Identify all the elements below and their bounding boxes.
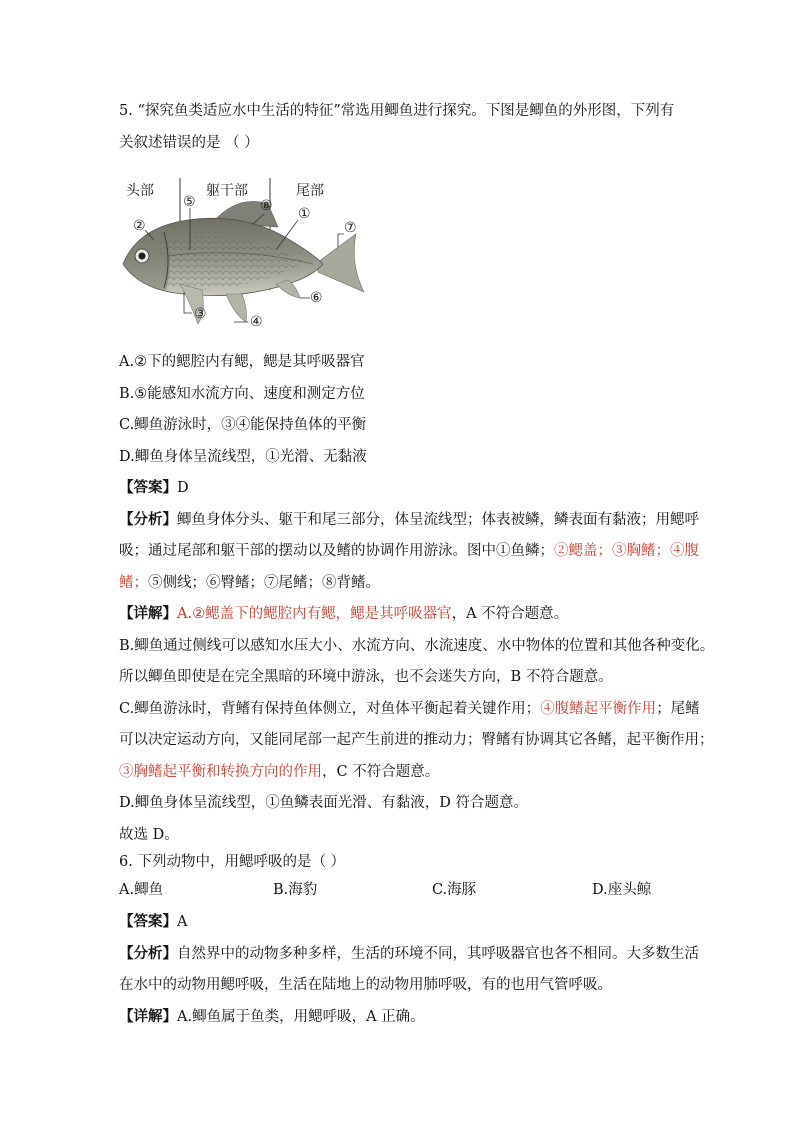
q5-analysis-text3-red: 鳍； (119, 575, 148, 591)
q6-detail-a (119, 1007, 425, 1027)
q6-answer (119, 912, 187, 932)
q5-answer-tag: 【答案】 (119, 479, 177, 496)
q5-analysis-text3: ⑤侧线；⑥臀鳍；⑦尾鳍；⑧背鳍。 (148, 575, 380, 591)
q5-detail-a-suffix: ，A 不符合题意。 (451, 606, 569, 622)
q5-detail-b1: B.鲫鱼通过侧线可以感知水压大小、水流方向、水流速度、水中物体的位置和其他各种变化。 (119, 638, 715, 654)
q5-analysis-text2: 吸；通过尾部和躯干部的摆动以及鳍的协调作用游泳。图中①鱼鳞； (119, 543, 554, 559)
q5-answer-value: D (177, 480, 189, 496)
q6-option-c: C.海豚 (432, 882, 477, 898)
q5-analysis-text2-red: ②鳃盖；③胸鳍；④腹 (554, 543, 699, 559)
q5-option-b: B.⑤能感知水流方向、速度和测定方位 (119, 386, 365, 402)
marker-3: ③ (194, 306, 207, 322)
marker-4: ④ (250, 314, 263, 330)
q6-analysis-line2: 在水中的动物用鳃呼吸，生活在陆地上的动物用肺呼吸，有的也用气管呼吸。 (119, 977, 612, 993)
fish-diagram (118, 172, 368, 337)
q5-option-a: A.②下的鳃腔内有鳃，鳃是其呼吸器官 (119, 354, 365, 370)
q5-analysis-text1: 鲫鱼身体分头、躯干和尾三部分，体呈流线型；体表被鳞，鳞表面有黏液；用鳃呼 (177, 512, 699, 528)
q5-detail-c1-b: ；尾鳍 (656, 701, 700, 717)
q5-answer (119, 478, 189, 498)
q5-analysis-line1 (119, 510, 699, 530)
q5-option-d: D.鲫鱼身体呈流线型，①光滑、无黏液 (119, 449, 367, 465)
q6-detail-tag: 【详解】 (119, 1008, 177, 1025)
q5-detail-b2: 所以鲫鱼即使是在完全黑暗的环境中游泳，也不会迷失方向，B 不符合题意。 (119, 669, 613, 685)
marker-6: ⑥ (310, 290, 323, 306)
q6-stem: 6. 下列动物中，用鳃呼吸的是（ ） (119, 854, 346, 870)
q5-option-c: C.鲫鱼游泳时，③④能保持鱼体的平衡 (119, 417, 367, 433)
q6-analysis-tag: 【分析】 (119, 945, 177, 962)
label-head: 头部 (126, 183, 154, 199)
q6-option-a: A.鲫鱼 (119, 882, 164, 898)
q5-analysis-line2 (119, 541, 699, 561)
q5-detail-tag: 【详解】 (119, 605, 177, 622)
q5-detail-a-prefix: A. (177, 606, 193, 622)
marker-2: ② (133, 218, 146, 234)
q6-option-b: B.海豹 (273, 882, 318, 898)
q5-detail-c1-a: C.鲫鱼游泳时，背鳍有保持鱼体侧立，对鱼体平衡起着关键作用； (119, 701, 541, 717)
q6-answer-value: A (177, 914, 188, 930)
q5-analysis-tag: 【分析】 (119, 511, 177, 528)
label-trunk: 躯干部 (206, 183, 248, 199)
q5-detail-a (119, 604, 568, 624)
q5-detail-c3 (119, 762, 439, 782)
q5-detail-c3-text: ，C 不符合题意。 (322, 764, 440, 780)
q5-detail-c1-red: ④腹鳍起平衡作用 (540, 701, 657, 717)
label-tail: 尾部 (296, 183, 324, 199)
q6-option-d: D.座头鲸 (592, 882, 652, 898)
q5-stem-line1: 5. “探究鱼类适应水中生活的特征”常选用鲫鱼进行探究。下图是鲫鱼的外形图，下列有 (119, 103, 675, 119)
q6-analysis-line1 (119, 944, 699, 964)
q6-answer-tag: 【答案】 (119, 913, 177, 930)
q5-detail-a-red: ②鳃盖下的鳃腔内有鳃，鳃是其呼吸器官 (192, 606, 452, 622)
q6-detail-a-text: A.鲫鱼属于鱼类，用鳃呼吸，A 正确。 (177, 1009, 425, 1025)
q5-stem-line2: 关叙述错误的是 （ ） (119, 135, 259, 151)
marker-7: ⑦ (344, 220, 357, 236)
q5-conclusion: 故选 D。 (119, 827, 179, 843)
q5-analysis-line3 (119, 573, 380, 593)
q5-detail-d: D.鲫鱼身体呈流线型，①鱼鳞表面光滑、有黏液，D 符合题意。 (119, 795, 528, 811)
q6-analysis-text1: 自然界中的动物多种多样，生活的环境不同，其呼吸器官也各不相同。大多数生活 (177, 946, 699, 962)
q5-detail-c1 (119, 699, 700, 719)
q5-detail-c3-red: ③胸鳍起平衡和转换方向的作用 (119, 764, 322, 780)
q5-detail-c2: 可以决定运动方向，又能同尾部一起产生前进的推动力；臀鳍有协调其它各鳍，起平衡作用； (119, 732, 714, 748)
marker-1: ① (298, 206, 311, 222)
marker-8: ⑧ (260, 198, 273, 214)
marker-5: ⑤ (183, 194, 196, 210)
